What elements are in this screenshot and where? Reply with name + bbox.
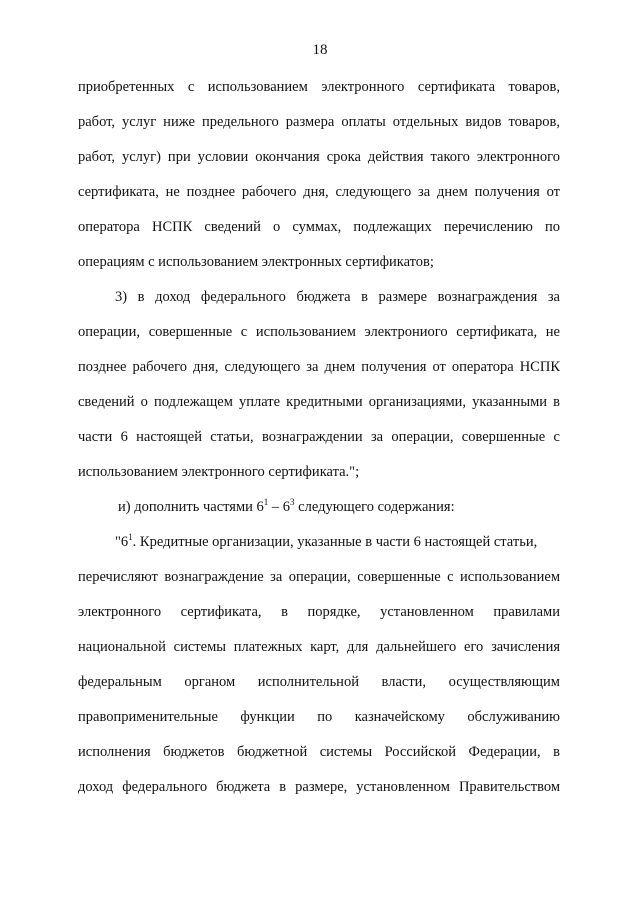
text-line: приобретенных с использованием электронного сертификата товаров,: [78, 79, 560, 95]
text-line: сертификата, не позднее рабочего дня, следующего за днем получения от: [78, 184, 560, 200]
text-line: доход федерального бюджета в размере, установленном Правительством: [78, 779, 560, 795]
page-number: 18: [312, 42, 328, 58]
text-line: работ, услуг) при условии окончания срока действия такого электронного: [78, 149, 560, 165]
text-fragment: следующего содержания:: [294, 499, 455, 515]
text-fragment: и) дополнить частями 6: [118, 499, 264, 515]
text-line: операциям с использованием электронных сертификатов;: [78, 254, 434, 270]
text-line: правоприменительные функции по казначейскому обслуживанию: [78, 709, 560, 725]
text-line: операции, совершенные с использованием электрониого сертификата, не: [78, 324, 560, 340]
text-line-part-6-1: [78, 525, 560, 560]
text-line-amendment: [78, 490, 560, 525]
text-line: оператора НСПК сведений о суммах, подлежащих перечислению по: [78, 219, 560, 235]
superscript: 1: [128, 532, 133, 542]
text-line: электронного сертификата, в порядке, установленном правилами: [78, 604, 560, 620]
text-line: использованием электронного сертификата.";: [78, 464, 360, 480]
text-line: позднее рабочего дня, следующего за днем получения от оператора НСПК: [78, 359, 560, 375]
superscript: 3: [290, 497, 295, 507]
text-line: исполнения бюджетов бюджетной системы Российской Федерации, в: [78, 744, 560, 760]
text-line: части 6 настоящей статьи, вознаграждении за операции, совершенные с: [78, 429, 560, 445]
text-line: работ, услуг ниже предельного размера оплаты отдельных видов товаров,: [78, 114, 560, 130]
document-body: [78, 70, 560, 805]
text-line: 3) в доход федерального бюджета в размере вознаграждения за: [115, 289, 560, 305]
text-line: сведений о подлежащем уплате кредитными организациями, указанными в: [78, 394, 560, 410]
text-fragment: . Кредитные организации, указанные в части 6 настоящей статьи,: [132, 534, 538, 550]
text-fragment: "6: [115, 534, 129, 550]
text-line: национальной системы платежных карт, для дальнейшего его зачисления: [78, 639, 560, 655]
text-line: перечисляют вознаграждение за операции, совершенные с использованием: [78, 569, 560, 585]
superscript: 1: [263, 497, 269, 507]
text-line: федеральным органом исполнительной власти, осуществляющим: [78, 674, 560, 690]
text-fragment: – 6: [268, 499, 291, 515]
